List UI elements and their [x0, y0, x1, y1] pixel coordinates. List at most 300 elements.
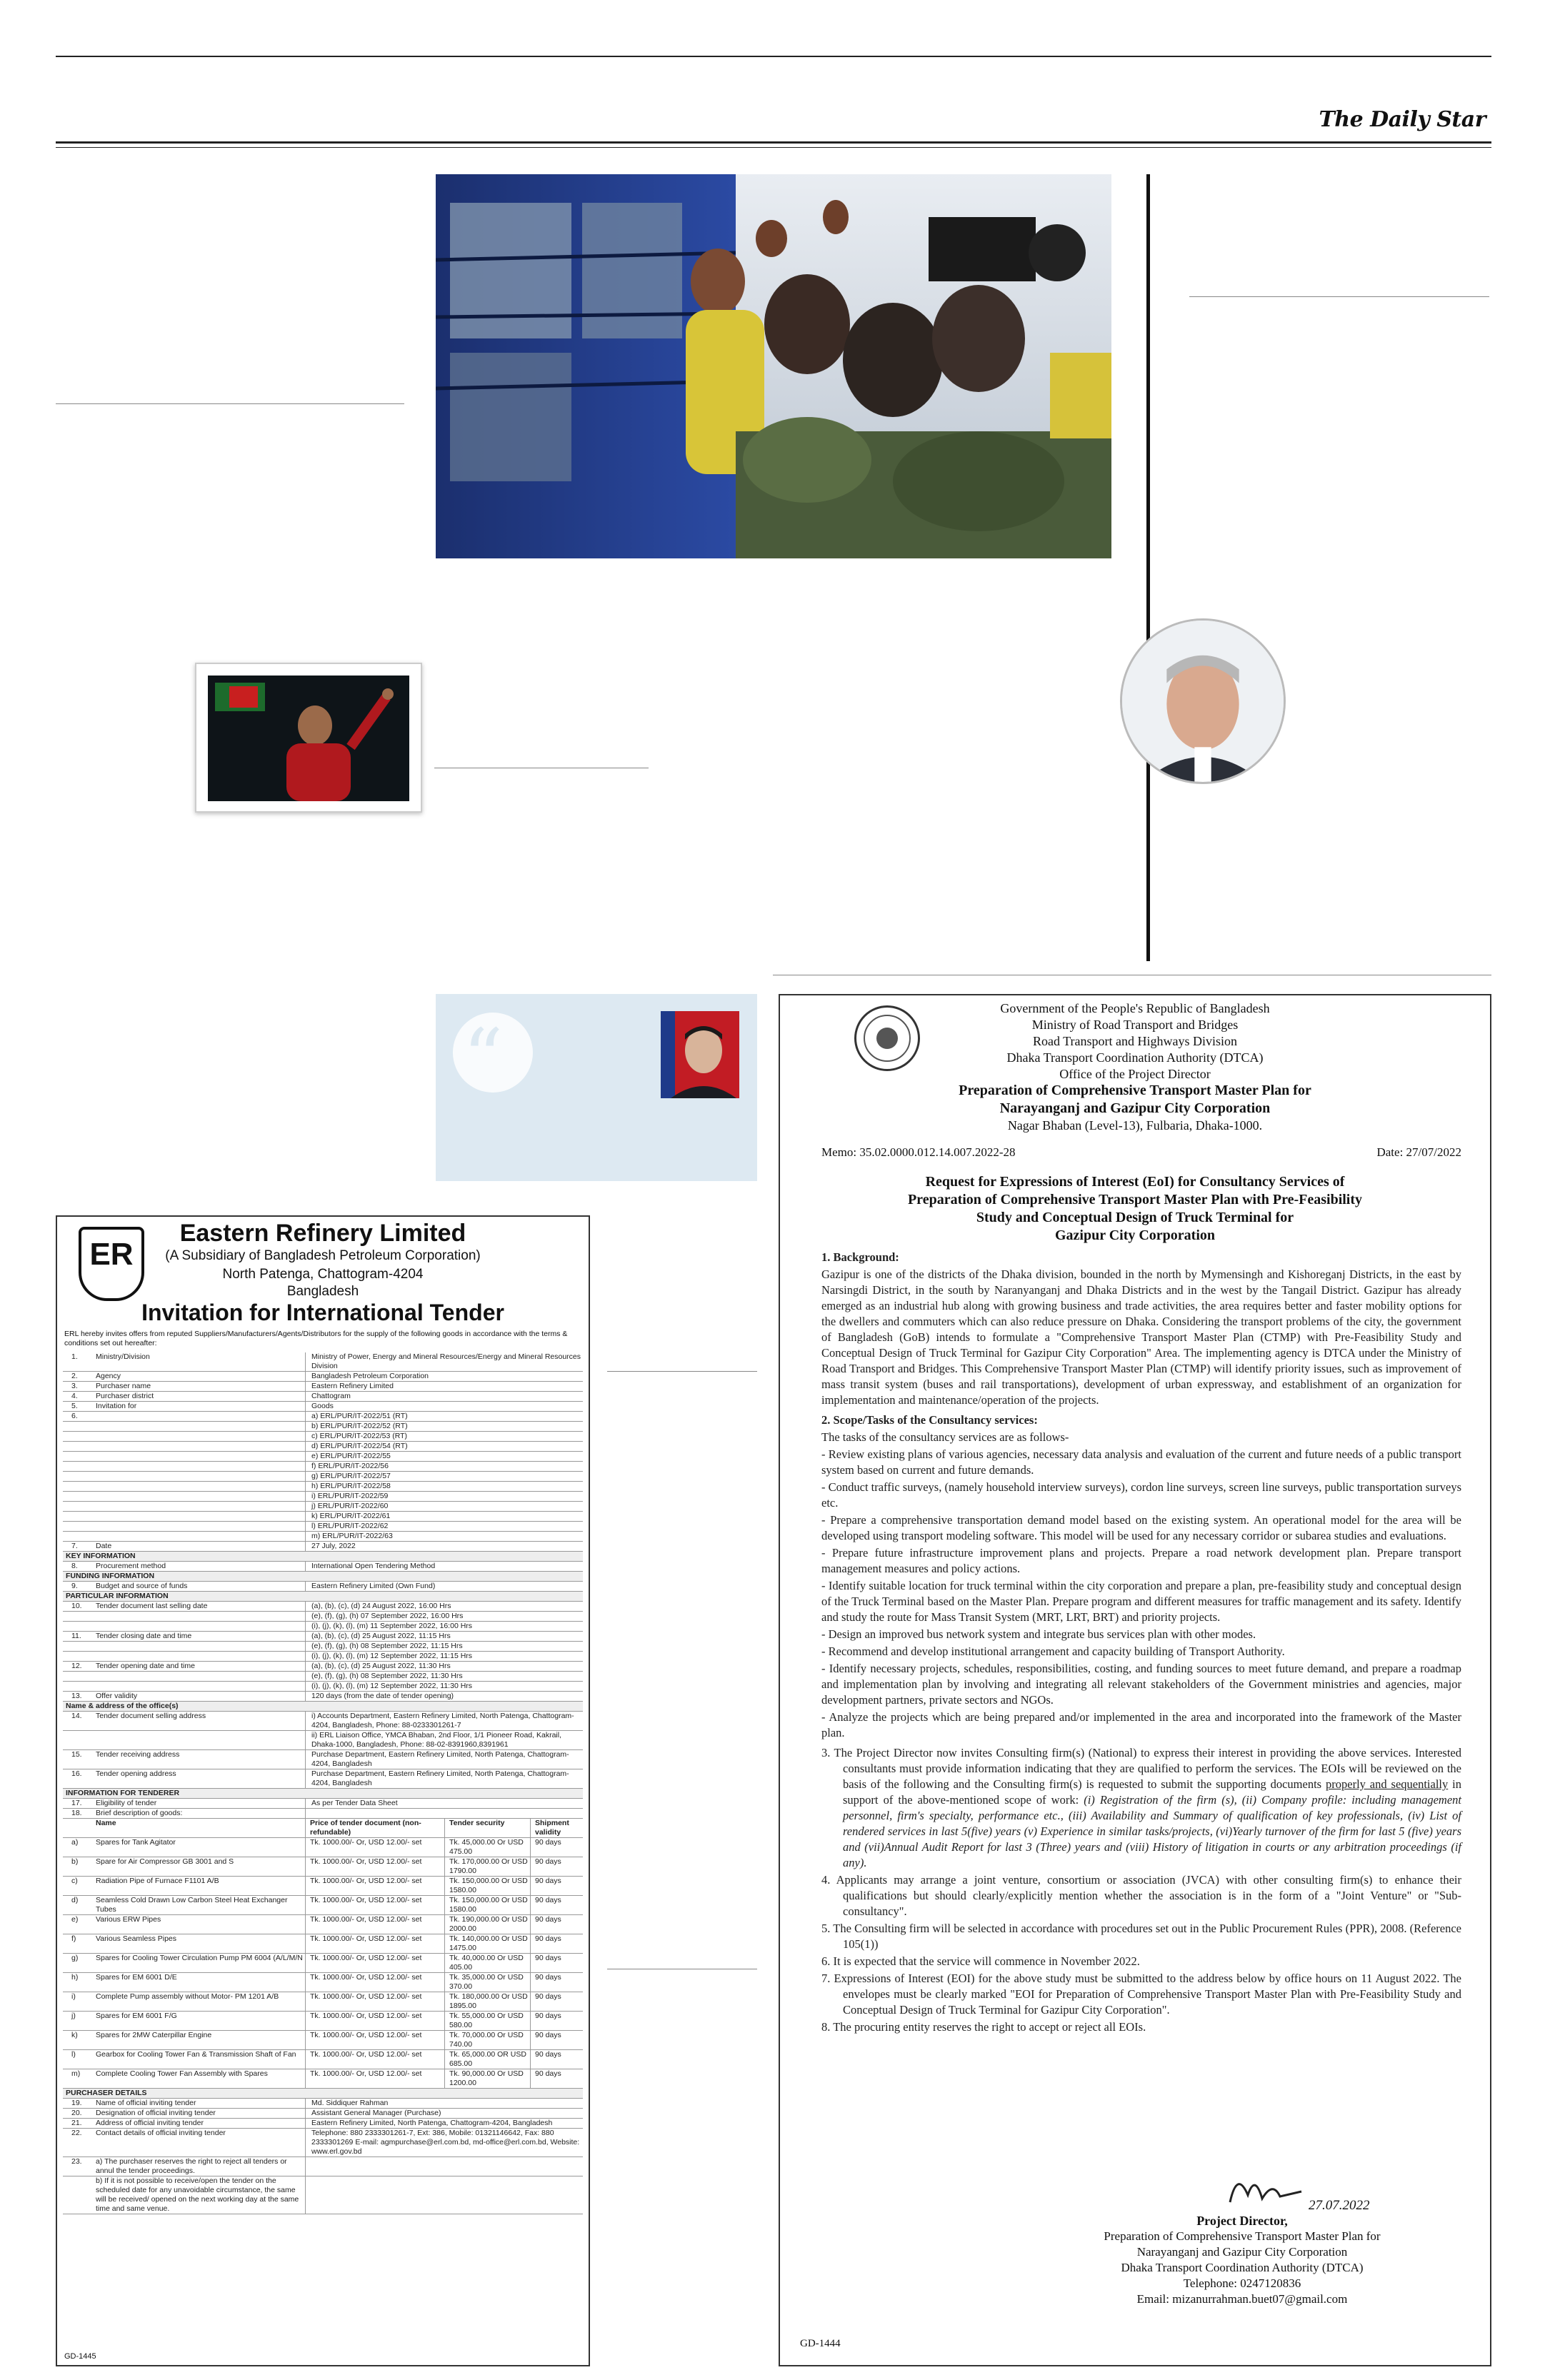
erl-ad-code: GD-1445: [64, 2352, 96, 2361]
erl-cell-k: Purchaser district: [91, 1392, 306, 1401]
erl-cell-v: g) ERL/PUR/IT-2022/57: [311, 1472, 391, 1480]
erl-cell-n: 22.: [71, 2129, 82, 2137]
erl-table-row: [63, 1372, 583, 1382]
erl-cell-k: [91, 1472, 306, 1481]
portrait-photo: [1122, 621, 1284, 782]
scope-item: - Conduct traffic surveys, (namely household interview surveys), cordon line surveys, screen line surveys, public transportation surveys etc.: [821, 1480, 1461, 1510]
erl-country: Bangladesh: [286, 1284, 359, 1299]
erl-cell-k: [91, 1532, 306, 1541]
erl-cell-k: [91, 1462, 306, 1471]
erl-goods-cell-p: Tk. 1000.00/- Or, USD 12.00/- set: [306, 1992, 445, 2011]
erl-goods-head-s: Tender security: [445, 1819, 531, 1837]
erl-goods-head-k: Name: [91, 1819, 306, 1837]
erl-cell-n: 7.: [71, 1542, 78, 1550]
erl-table-row: [63, 1769, 583, 1789]
erl-cell-n: [63, 1522, 91, 1531]
erl-cell-k: Eligibility of tender: [91, 1799, 306, 1808]
erl-goods-cell-p: Tk. 1000.00/- Or, USD 12.00/- set: [306, 1915, 445, 1934]
erl-cell-v: Bangladesh Petroleum Corporation: [311, 1372, 429, 1380]
erl-cell-k: Agency: [91, 1372, 306, 1381]
erl-table-row: [63, 1582, 583, 1592]
erl-cell-v: (i), (j), (k), (l), (m) 11 September 2022, 16:00 Hrs: [311, 1622, 473, 1630]
erl-cell-v: d) ERL/PUR/IT-2022/54 (RT): [311, 1442, 408, 1450]
erl-table-row: [63, 2099, 583, 2109]
erl-goods-cell-n: i): [71, 1992, 76, 2001]
erl-table-row: [63, 2119, 583, 2129]
erl-goods-cell-n: h): [71, 1973, 79, 1982]
scope-item: - Prepare a comprehensive transportation demand model based on the existing system. An operational model for the area will be developed using transport modeling software. This model will be used for any necessary corridor or subarea studies and evaluations.: [821, 1513, 1461, 1542]
erl-cell-k: [91, 1652, 306, 1661]
erl-cell-v: e) ERL/PUR/IT-2022/55: [311, 1452, 391, 1460]
erl-cell-v: International Open Tendering Method: [311, 1562, 436, 1570]
dtca-eoi-title4: Gazipur City Corporation: [1054, 1227, 1216, 1243]
signature-date: 27.07.2022: [1309, 2198, 1370, 2213]
erl-cell-n: 6.: [71, 1412, 78, 1420]
erl-table-row: [63, 1731, 583, 1750]
erl-table-row: [63, 1422, 583, 1432]
erl-cell-v: (a), (b), (c), (d) 25 August 2022, 11:15 Hrs: [311, 1632, 451, 1640]
erl-table: [63, 1352, 583, 2214]
scope-item: - Analyze the projects which are being prepared and/or implemented in the area and incorporated into the framework of the Master plan.: [821, 1710, 1461, 1739]
erl-goods-cell-s: Tk. 180,000.00 Or USD 1895.00: [445, 1992, 531, 2011]
erl-goods-cell-p: Tk. 1000.00/- Or, USD 12.00/- set: [306, 2012, 445, 2030]
erl-title: Invitation for International Tender: [141, 1300, 504, 1325]
erl-goods-cell-p: Tk. 1000.00/- Or, USD 12.00/- set: [306, 1877, 445, 1895]
scope-item: - Recommend and develop institutional arrangement and capacity building of Transport Authority.: [821, 1645, 1285, 1658]
inset-photo-frame: [195, 663, 422, 813]
erl-cell-n: [63, 2176, 91, 2214]
dtca-project-line1: Preparation of Comprehensive Transport Master Plan for: [959, 1083, 1311, 1098]
erl-goods-cell-s: Tk. 190,000.00 Or USD 2000.00: [445, 1915, 531, 1934]
erl-cell-k: [91, 1502, 306, 1511]
erl-goods-cell-n: m): [71, 2069, 81, 2078]
erl-cell-v: Assistant General Manager (Purchase): [311, 2109, 441, 2117]
erl-cell-k: Tender document last selling date: [91, 1602, 306, 1611]
erl-goods-cell-s: Tk. 65,000.00 OR USD 685.00: [445, 2050, 531, 2069]
erl-section-header: FUNDING INFORMATION: [63, 1572, 583, 1582]
erl-cell-n: 19.: [71, 2099, 82, 2107]
erl-table-row: [63, 1682, 583, 1692]
dtca-eoi-title2: Preparation of Comprehensive Transport Master Plan with Pre-Feasibility: [907, 1192, 1363, 1207]
erl-goods-cell-s: Tk. 40,000.00 Or USD 405.00: [445, 1954, 531, 1972]
erl-cell-n: 3.: [71, 1382, 78, 1390]
erl-cell-n: [63, 1472, 91, 1481]
erl-cell-k: a) The purchaser reserves the right to reject all tenders or annul the tender proceedings.: [91, 2157, 306, 2176]
erl-cell-v: (e), (f), (g), (h) 08 September 2022, 11:30 Hrs: [311, 1672, 463, 1680]
erl-cell-n: 9.: [71, 1582, 78, 1590]
erl-table-row: [63, 1452, 583, 1462]
para-6: 6. It is expected that the service will commence in November 2022.: [821, 1954, 1140, 1968]
erl-table-row: [63, 1412, 583, 1422]
erl-cell-k: [91, 1731, 306, 1749]
erl-cell-k: [91, 1452, 306, 1461]
erl-cell-v: a) ERL/PUR/IT-2022/51 (RT): [311, 1412, 408, 1420]
erl-goods-cell-d: 90 days: [535, 1896, 561, 1904]
dtca-office: Office of the Project Director: [1059, 1067, 1211, 1081]
erl-cell-k: [91, 1612, 306, 1621]
erl-goods-cell-d: 90 days: [535, 1915, 561, 1924]
erl-goods-cell-k: Radiation Pipe of Furnace F1101 A/B: [91, 1877, 306, 1895]
dtca-memo: Memo: 35.02.0000.012.14.007.2022-28: [821, 1145, 1016, 1159]
dtca-ad-code: GD-1444: [800, 2338, 841, 2349]
erl-goods-cell-p: Tk. 1000.00/- Or, USD 12.00/- set: [306, 1838, 445, 1857]
erl-goods-cell-n: c): [71, 1877, 78, 1885]
erl-goods-cell-n: e): [71, 1915, 79, 1924]
erl-goods-cell-s: Tk. 45,000.00 Or USD 475.00: [445, 1838, 531, 1857]
erl-cell-n: [63, 1672, 91, 1681]
erl-goods-cell-p: Tk. 1000.00/- Or, USD 12.00/- set: [306, 1973, 445, 1992]
erl-section-header: Name & address of the office(s): [63, 1702, 583, 1712]
erl-cell-n: [63, 1452, 91, 1461]
erl-goods-head-p: Price of tender document (non-refundable): [306, 1819, 445, 1837]
erl-goods-row: [63, 1973, 583, 1992]
erl-goods-cell-k: Various Seamless Pipes: [91, 1934, 306, 1953]
erl-table-row: [63, 1672, 583, 1682]
erl-goods-row: [63, 2069, 583, 2089]
masthead-logo: The Daily Star: [1319, 107, 1486, 132]
erl-cell-n: 17.: [71, 1799, 82, 1807]
erl-cell-n: [63, 1612, 91, 1621]
erl-table-row: [63, 1462, 583, 1472]
erl-cell-n: 4.: [71, 1392, 78, 1400]
erl-cell-k: [91, 1522, 306, 1531]
para-3: 3. The Project Director now invites Consulting firm(s) (National) to express their interest in providing the above services. Interested consultants must provide information indicating that they are qualified to perform the services. The EOIs will be reviewed on the basis of the following and the Consulting firm(s) is requested to submit the supporting documents properly and sequentially in support of the above-mentioned scope of work: (i) Registration of the firm (s), (ii) Company profile: including management personnel, firm's specialty, performance etc., (iii) Availability and Summary of qualification of key professionals, (iv) List of rendered services in last 5(five) years (v) Experience in similar tasks/projects, (vi)Yearly turnover of the firm for last 5 (five) years and (vii)Annual Audit Report for last 3 (Three) years and (viii) History of litigation in courts or any arbitration proceedings (if any).: [821, 1746, 1461, 1869]
erl-goods-cell-n: j): [71, 2012, 76, 2020]
erl-goods-cell-p: Tk. 1000.00/- Or, USD 12.00/- set: [306, 1857, 445, 1876]
erl-goods-cell-k: Gearbox for Cooling Tower Fan & Transmission Shaft of Fan: [91, 2050, 306, 2069]
sig-line1: Preparation of Comprehensive Transport Master Plan for: [1104, 2229, 1381, 2243]
erl-cell-n: [63, 1482, 91, 1491]
erl-cell-k: Name of official inviting tender: [91, 2099, 306, 2108]
erl-table-row: [63, 1799, 583, 1809]
erl-goods-cell-d: 90 days: [535, 1934, 561, 1943]
erl-goods-cell-p: Tk. 1000.00/- Or, USD 12.00/- set: [306, 1896, 445, 1914]
bg-text: Gazipur is one of the districts of the Dhaka division, bounded in the north by Mymensingh and Kishoreganj Districts, in the east by Narsingdi District, in the south by Naranyanganj and Dhaka Districts and in the west by the Tangail District. Gazipur has already emerged as an industrial hub along with growing business and trade activities, the area requires better and faster mobility options for the dwellers and commuters which can also reduce pressure on Dhaka. Considering the transport problems of the city, the government of Bangladesh (GoB) intends to formulate a "Comprehensive Transport Master Plan (CTMP) with Pre-Feasibility Study and Conceptual Design of Truck Terminal for Gazipur City Corporation" Area. The implementing agency is DTCA under the Ministry of Road Transport and Bridges. This Comprehensive Transport Master Plan (CTMP) will identify priority issues, such as improvement of mass transit system (buses and rail transportations), development of urban expressway, and establishment of an organization for implementation and maintenance/operation of the projects.: [821, 1267, 1461, 1407]
erl-goods-cell-k: Various ERW Pipes: [91, 1915, 306, 1934]
erl-cell-k: [91, 1432, 306, 1441]
erl-intro: ERL hereby invites offers from reputed Suppliers/Manufacturers/Agents/Distributors for the supply of the following goods in accordance with the terms & conditions set out hereafter:: [64, 1330, 568, 1347]
erl-goods-row: [63, 1992, 583, 2012]
dtca-project-line2: Narayanganj and Gazipur City Corporation: [999, 1100, 1271, 1116]
erl-cell-k: Tender receiving address: [91, 1750, 306, 1769]
erl-goods-row: [63, 2050, 583, 2069]
erl-cell-v: m) ERL/PUR/IT-2022/63: [311, 1532, 393, 1540]
erl-cell-k: Date: [91, 1542, 306, 1551]
erl-logo: ER: [79, 1227, 144, 1301]
para-8: 8. The procuring entity reserves the right to accept or reject all EOIs.: [821, 2020, 1146, 2034]
signature-mark: [1223, 2166, 1309, 2209]
erl-table-row: [63, 1352, 583, 1372]
erl-goods-cell-n: f): [71, 1934, 76, 1943]
erl-cell-k: b) If it is not possible to receive/open the tender on the scheduled date for any unavoidable circumstance, the same will be received/ opened on the next working day at the same time and same venue.: [91, 2176, 306, 2214]
erl-cell-v: (i), (j), (k), (l), (m) 12 September 2022, 11:15 Hrs: [311, 1652, 473, 1660]
erl-goods-cell-p: Tk. 1000.00/- Or, USD 12.00/- set: [306, 1954, 445, 1972]
erl-table-row: [63, 1402, 583, 1412]
erl-cell-n: [63, 1422, 91, 1431]
erl-goods-cell-d: 90 days: [535, 2069, 561, 2078]
scope-item: - Identify necessary projects, schedules, responsibilities, costing, and funding sources to meet future demand, and prepare a roadmap and implementation plan by involving and integrating all relevant stakeholders of the Government ministries and agencies, major development partners, private sectors and NGOs.: [821, 1662, 1461, 1707]
erl-cell-v: c) ERL/PUR/IT-2022/53 (RT): [311, 1432, 408, 1440]
scope-item: - Prepare future infrastructure improvement plans and projects. Prepare a road network development plan. Prepare transport management measures and policy actions.: [821, 1546, 1461, 1575]
erl-cell-n: 12.: [71, 1662, 82, 1670]
erl-cell-n: 21.: [71, 2119, 82, 2127]
erl-cell-v: Goods: [311, 1402, 334, 1410]
erl-table-row: [63, 1642, 583, 1652]
para-4: 4. Applicants may arrange a joint venture, consortium or association (JVCA) with other consulting firm(s) to enhance their qualifications but should clearly/explicitly mention whether the association is in the form of a "Joint Venture" or "Sub-consultancy".: [821, 1873, 1461, 1918]
erl-cell-n: [63, 1462, 91, 1471]
erl-goods-cell-n: b): [71, 1857, 79, 1866]
erl-cell-n: [63, 1682, 91, 1691]
erl-table-row: [63, 1502, 583, 1512]
erl-goods-cell-n: k): [71, 2031, 78, 2039]
erl-table-row: [63, 1622, 583, 1632]
erl-cell-n: [63, 1652, 91, 1661]
erl-cell-v: (a), (b), (c), (d) 24 August 2022, 16:00 Hrs: [311, 1602, 451, 1610]
scope-intro: The tasks of the consultancy services are as follows-: [821, 1430, 1069, 1444]
erl-goods-cell-p: Tk. 1000.00/- Or, USD 12.00/- set: [306, 2031, 445, 2049]
dtca-body: [821, 1250, 1461, 2037]
erl-table-row: [63, 1632, 583, 1642]
erl-goods-head-n: [63, 1819, 91, 1837]
erl-goods-cell-d: 90 days: [535, 2050, 561, 2059]
erl-goods-cell-k: Spares for 2MW Caterpillar Engine: [91, 2031, 306, 2049]
erl-cell-v: (i), (j), (k), (l), (m) 12 September 2022, 11:30 Hrs: [311, 1682, 473, 1690]
erl-goods-cell-d: 90 days: [535, 1877, 561, 1885]
erl-cell-k: Offer validity: [91, 1692, 306, 1701]
erl-cell-n: 5.: [71, 1402, 78, 1410]
dtca-authority: Dhaka Transport Coordination Authority (DTCA): [1006, 1050, 1264, 1065]
erl-cell-k: Procurement method: [91, 1562, 306, 1571]
erl-table-row: [63, 1652, 583, 1662]
erl-cell-v: Eastern Refinery Limited: [311, 1382, 394, 1390]
erl-cell-n: 2.: [71, 1372, 78, 1380]
erl-section-header: KEY INFORMATION: [63, 1552, 583, 1562]
right-divider: [1189, 296, 1489, 297]
portrait-circle: [1120, 618, 1286, 784]
erl-table-row: [63, 1482, 583, 1492]
quote-mark-icon: “: [453, 1013, 533, 1093]
erl-goods-row: [63, 1877, 583, 1896]
dtca-eoi-title1: Request for Expressions of Interest (EoI) for Consultancy Services of: [925, 1174, 1345, 1190]
erl-table-row: [63, 1602, 583, 1612]
erl-goods-cell-s: Tk. 140,000.00 Or USD 1475.00: [445, 1934, 531, 1953]
dtca-date: Date: 27/07/2022: [1376, 1145, 1461, 1159]
erl-goods-cell-k: Spares for Tank Agitator: [91, 1838, 306, 1857]
erl-company-name: Eastern Refinery Limited: [179, 1220, 466, 1247]
erl-goods-row: [63, 2012, 583, 2031]
erl-goods-cell-n: a): [71, 1838, 79, 1847]
erl-cell-n: 1.: [71, 1352, 78, 1361]
para-5: 5. The Consulting firm will be selected in accordance with procedures set out in the Public Procurement Rules (PPR), 2008. (Reference 105(1)): [821, 1922, 1461, 1951]
erl-goods-cell-k: Spares for EM 6001 F/G: [91, 2012, 306, 2030]
scope-list: [821, 1447, 1461, 1741]
erl-cell-v: (e), (f), (g), (h) 07 September 2022, 16:00 Hrs: [311, 1612, 464, 1620]
quote-box: [436, 994, 757, 1181]
erl-cell-v: Md. Siddiquer Rahman: [311, 2099, 389, 2107]
dtca-ministry: Ministry of Road Transport and Bridges: [1031, 1018, 1239, 1032]
erl-goods-cell-k: Spare for Air Compressor GB 3001 and S: [91, 1857, 306, 1876]
erl-goods-cell-d: 90 days: [535, 1838, 561, 1847]
erl-cell-n: 20.: [71, 2109, 82, 2117]
erl-cell-k: Invitation for: [91, 1402, 306, 1411]
erl-table-row: [63, 2176, 583, 2214]
erl-cell-n: [63, 1642, 91, 1651]
erl-cell-v: (e), (f), (g), (h) 08 September 2022, 11:15 Hrs: [311, 1642, 463, 1650]
erl-cell-n: [63, 1622, 91, 1631]
erl-cell-k: [91, 1422, 306, 1431]
sig-title: Project Director,: [1196, 2214, 1288, 2228]
erl-cell-v: Telephone: 880 2333301261-7, Ext: 386, Mobile: 01321146642, Fax: 880 2333301269 E-mail: agmpurchase@erl.com.bd, md-office@erl.com.bd, Website: www.erl.gov.bd: [311, 2129, 580, 2156]
dtca-gov: Government of the People's Republic of Bangladesh: [1000, 1001, 1270, 1015]
erl-goods-cell-d: 90 days: [535, 1857, 561, 1866]
erl-table-row: [63, 1750, 583, 1769]
erl-cell-v: 120 days (from the date of tender opening): [311, 1692, 454, 1700]
erl-cell-v: j) ERL/PUR/IT-2022/60: [311, 1502, 389, 1510]
erl-cell-n: 10.: [71, 1602, 82, 1610]
inset-news-photo: [208, 676, 409, 801]
erl-cell-n: 15.: [71, 1750, 82, 1759]
erl-cell-k: Tender closing date and time: [91, 1632, 306, 1641]
erl-cell-v: [306, 2176, 583, 2214]
erl-table-row: [63, 1712, 583, 1731]
para-7: 7. Expressions of Interest (EOI) for the above study must be submitted to the address below by office hours on 11 August 2022. The envelopes must be clearly marked "EOI for Preparation of Comprehensive Transport Master Plan with Pre-Feasibility Study and Conceptual Design of Truck Terminal for Gazipur City Corporation".: [821, 1972, 1461, 2017]
erl-cell-n: 16.: [71, 1769, 82, 1778]
erl-goods-cell-n: d): [71, 1896, 79, 1904]
sig-line4: Telephone: 0247120836: [1183, 2276, 1301, 2290]
erl-goods-row: [63, 1857, 583, 1877]
erl-cell-n: [63, 1512, 91, 1521]
erl-goods-cell-s: Tk. 150,000.00 Or USD 1580.00: [445, 1896, 531, 1914]
erl-cell-k: Contact details of official inviting tender: [91, 2129, 306, 2156]
erl-cell-v: k) ERL/PUR/IT-2022/61: [311, 1512, 391, 1520]
erl-goods-row: [63, 1915, 583, 1934]
dtca-address: Nagar Bhaban (Level-13), Fulbaria, Dhaka-1000.: [1007, 1118, 1263, 1133]
erl-cell-v: As per Tender Data Sheet: [311, 1799, 398, 1807]
erl-cell-v: b) ERL/PUR/IT-2022/52 (RT): [311, 1422, 408, 1430]
erl-table-row: [63, 1612, 583, 1622]
erl-cell-n: [63, 1492, 91, 1501]
erl-cell-k: Tender opening address: [91, 1769, 306, 1788]
erl-cell-v: i) ERL/PUR/IT-2022/59: [311, 1492, 389, 1500]
erl-address: North Patenga, Chattogram-4204: [222, 1267, 424, 1282]
erl-cell-k: [91, 1412, 306, 1421]
bg-heading: 1. Background:: [821, 1250, 899, 1264]
erl-goods-header: [63, 1819, 583, 1838]
erl-goods-cell-d: 90 days: [535, 2031, 561, 2039]
erl-cell-n: [63, 1532, 91, 1541]
erl-cell-k: Address of official inviting tender: [91, 2119, 306, 2128]
erl-cell-k: [91, 1672, 306, 1681]
erl-cell-k: [91, 1622, 306, 1631]
erl-goods-row: [63, 1838, 583, 1857]
erl-goods-row: [63, 2031, 583, 2050]
erl-cell-v: Eastern Refinery Limited, North Patenga, Chattogram-4204, Bangladesh: [311, 2119, 553, 2127]
sig-line3: Dhaka Transport Coordination Authority (DTCA): [1121, 2261, 1364, 2274]
erl-cell-v: [306, 1809, 583, 1818]
erl-goods-cell-p: Tk. 1000.00/- Or, USD 12.00/- set: [306, 2069, 445, 2088]
scope-item: - Identify suitable location for truck terminal within the city corporation and prepare a plan, pre-feasibility study and conceptual design of the Truck Terminal based on the Master Plan. Prepare program and different measures for traffic management and its safety. Identify and study the route for Mass Transit System (MRT, LRT, BRT) and priority projects.: [821, 1579, 1461, 1624]
erl-section-header: PURCHASER DETAILS: [63, 2089, 583, 2099]
dtca-eoi-ad: [779, 994, 1491, 2366]
erl-goods-cell-k: Spares for EM 6001 D/E: [91, 1973, 306, 1992]
erl-goods-cell-d: 90 days: [535, 1992, 561, 2001]
header-rule-thin: [56, 147, 1491, 148]
sig-line2: Narayanganj and Gazipur City Corporation: [1136, 2245, 1348, 2259]
erl-cell-n: 13.: [71, 1692, 82, 1700]
erl-table-row: [63, 1432, 583, 1442]
erl-goods-cell-s: Tk. 70,000.00 Or USD 740.00: [445, 2031, 531, 2049]
erl-goods-cell-k: Spares for Cooling Tower Circulation Pump PM 6004 (A/L/M/N: [91, 1954, 306, 1972]
erl-cell-k: Purchaser name: [91, 1382, 306, 1391]
erl-cell-k: [91, 1442, 306, 1451]
erl-goods-row: [63, 1896, 583, 1915]
scope-heading: 2. Scope/Tasks of the Consultancy services:: [821, 1413, 1038, 1427]
dtca-division: Road Transport and Highways Division: [1032, 1034, 1237, 1048]
erl-goods-row: [63, 1934, 583, 1954]
erl-cell-k: Budget and source of funds: [91, 1582, 306, 1591]
erl-table-row: [63, 1532, 583, 1542]
erl-cell-v: (a), (b), (c), (d) 25 August 2022, 11:30 Hrs: [311, 1662, 451, 1670]
erl-section-header: PARTICULAR INFORMATION: [63, 1592, 583, 1602]
erl-table-row: [63, 2129, 583, 2157]
main-news-photo: [436, 174, 1111, 558]
erl-cell-v: Purchase Department, Eastern Refinery Limited, North Patenga, Chattogram-4204, Bangladesh: [311, 1769, 569, 1787]
erl-goods-cell-k: Complete Pump assembly without Motor- PM 1201 A/B: [91, 1992, 306, 2011]
erl-table-row: [63, 1542, 583, 1552]
erl-cell-n: 18.: [71, 1809, 82, 1817]
erl-cell-v: ii) ERL Liaison Office, YMCA Bhaban, 2nd Floor, 1/1 Pioneer Road, Kakrail, Dhaka-1000, Bangladesh, Phone: 88-02-8391960,8391961: [311, 1731, 561, 1749]
erl-table-row: [63, 1442, 583, 1452]
erl-cell-v: 27 July, 2022: [311, 1542, 356, 1550]
erl-goods-cell-k: Seamless Cold Drawn Low Carbon Steel Heat Exchanger Tubes: [91, 1896, 306, 1914]
erl-table-row: [63, 1382, 583, 1392]
scope-item: - Design an improved bus network system and integrate bus services plan with other modes.: [821, 1627, 1256, 1641]
erl-cell-v: [306, 2157, 583, 2176]
erl-cell-v: Ministry of Power, Energy and Mineral Resources/Energy and Mineral Resources Division: [311, 1352, 581, 1370]
erl-cell-k: Ministry/Division: [91, 1352, 306, 1371]
erl-cell-k: Designation of official inviting tender: [91, 2109, 306, 2118]
erl-goods-cell-s: Tk. 170,000.00 Or USD 1790.00: [445, 1857, 531, 1876]
scope-item: - Review existing plans of various agencies, necessary data analysis and evaluation of the current and future needs of a public transport system based on current and future demands.: [821, 1447, 1461, 1477]
erl-cell-k: [91, 1482, 306, 1491]
erl-table-row: [63, 1472, 583, 1482]
erl-goods-cell-k: Complete Cooling Tower Fan Assembly with Spares: [91, 2069, 306, 2088]
erl-table-row: [63, 1692, 583, 1702]
header-rule: [56, 141, 1491, 144]
erl-goods-head-d: Shipment validity: [535, 1819, 569, 1837]
erl-cell-k: Tender opening date and time: [91, 1662, 306, 1671]
erl-cell-k: [91, 1492, 306, 1501]
erl-goods-cell-s: Tk. 150,000.00 Or USD 1580.00: [445, 1877, 531, 1895]
erl-cell-k: [91, 1642, 306, 1651]
erl-cell-k: Tender document selling address: [91, 1712, 306, 1730]
erl-cell-v: f) ERL/PUR/IT-2022/56: [311, 1462, 389, 1470]
erl-table-row: [63, 1809, 583, 1819]
erl-section-header: INFORMATION FOR TENDERER: [63, 1789, 583, 1799]
erl-cell-n: 11.: [71, 1632, 81, 1640]
sig-line5: Email: mizanurrahman.buet07@gmail.com: [1136, 2292, 1348, 2306]
vertical-rule: [1146, 174, 1150, 961]
erl-goods-cell-p: Tk. 1000.00/- Or, USD 12.00/- set: [306, 1934, 445, 1953]
erl-goods-cell-s: Tk. 90,000.00 Or USD 1200.00: [445, 2069, 531, 2088]
erl-cell-n: [63, 1502, 91, 1511]
erl-cell-n: [63, 1442, 91, 1451]
erl-goods-cell-n: g): [71, 1954, 79, 1962]
erl-table-row: [63, 1512, 583, 1522]
erl-cell-k: Brief description of goods:: [91, 1809, 306, 1818]
mid-divider-1: [607, 1371, 757, 1372]
erl-tender-ad: [56, 1215, 590, 2366]
